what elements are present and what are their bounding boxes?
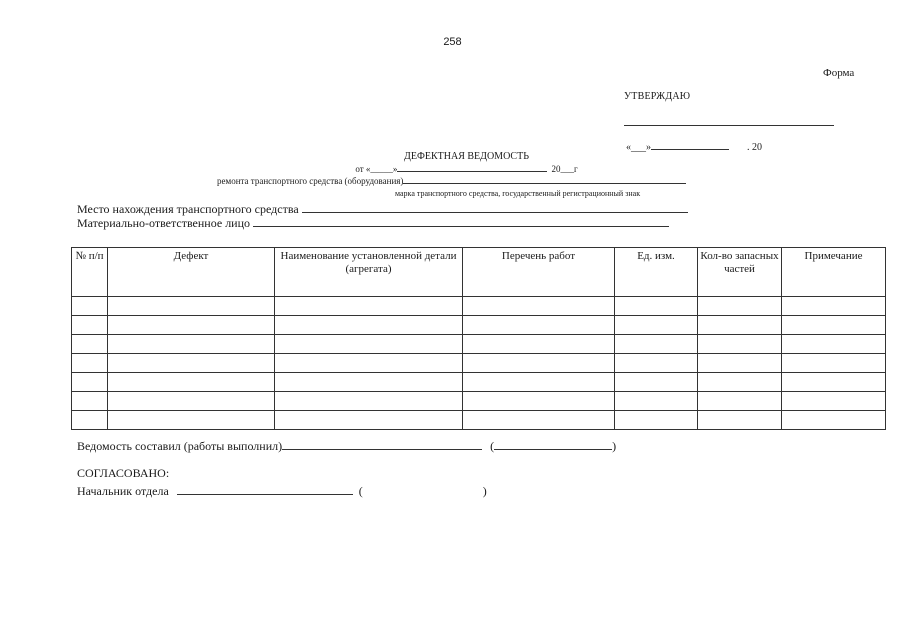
document-date bbox=[0, 163, 905, 174]
table-cell bbox=[615, 354, 698, 373]
header-part-name: Наименование установленной детали (агрегата) bbox=[275, 248, 463, 297]
table-row bbox=[72, 297, 886, 316]
table-row bbox=[72, 354, 886, 373]
table-cell bbox=[275, 335, 463, 354]
table-cell bbox=[615, 297, 698, 316]
table-row bbox=[72, 316, 886, 335]
table-cell bbox=[615, 373, 698, 392]
table-cell bbox=[463, 316, 615, 335]
compiled-by-signature-line bbox=[282, 438, 482, 450]
table-cell bbox=[698, 373, 782, 392]
responsible-underline bbox=[253, 215, 669, 227]
table-cell bbox=[463, 373, 615, 392]
form-label: Форма bbox=[823, 67, 855, 79]
chief-paren-open: ( bbox=[358, 484, 363, 498]
table-cell bbox=[463, 392, 615, 411]
table-cell bbox=[72, 297, 108, 316]
compiled-by-paren-close: ) bbox=[612, 439, 617, 453]
page-number: 258 bbox=[443, 36, 462, 48]
header-number: № п/п bbox=[72, 248, 108, 297]
table-cell bbox=[72, 354, 108, 373]
agreed-label: СОГЛАСОВАНО: bbox=[77, 466, 170, 480]
table-cell bbox=[275, 297, 463, 316]
approval-date-open: «___» bbox=[626, 142, 651, 153]
repair-line bbox=[217, 175, 686, 186]
table-cell bbox=[615, 335, 698, 354]
document-title: ДЕФЕКТНАЯ ВЕДОМОСТЬ bbox=[404, 151, 529, 162]
compiled-by-label: Ведомость составил (работы выполнил) bbox=[77, 439, 283, 453]
table-cell bbox=[782, 392, 886, 411]
table-cell bbox=[108, 354, 275, 373]
table-cell bbox=[698, 392, 782, 411]
table-cell bbox=[108, 316, 275, 335]
compiled-by-line bbox=[77, 438, 616, 454]
table-cell bbox=[698, 411, 782, 430]
approval-date-year: . 20 bbox=[747, 142, 762, 153]
header-defect: Дефект bbox=[108, 248, 275, 297]
chief-signature-line bbox=[177, 483, 353, 495]
table-cell bbox=[463, 354, 615, 373]
location-underline bbox=[302, 201, 688, 213]
responsible-line bbox=[77, 215, 669, 231]
table-cell bbox=[108, 335, 275, 354]
table-cell bbox=[782, 335, 886, 354]
table-cell bbox=[72, 335, 108, 354]
table-cell bbox=[615, 316, 698, 335]
table-cell bbox=[108, 297, 275, 316]
table-cell bbox=[72, 411, 108, 430]
table-cell bbox=[72, 392, 108, 411]
table-row bbox=[72, 335, 886, 354]
table-cell bbox=[698, 297, 782, 316]
responsible-label: Материально-ответственное лицо bbox=[77, 216, 251, 230]
defects-table bbox=[71, 247, 886, 430]
table-cell bbox=[108, 392, 275, 411]
table-cell bbox=[782, 316, 886, 335]
table-row bbox=[72, 392, 886, 411]
table-cell bbox=[782, 354, 886, 373]
chief-paren-close: ) bbox=[482, 484, 487, 498]
approval-signature-line bbox=[624, 125, 834, 126]
repair-underline bbox=[403, 175, 686, 184]
table-cell bbox=[108, 373, 275, 392]
table-cell bbox=[275, 373, 463, 392]
header-notes: Примечание bbox=[782, 248, 886, 297]
table-cell bbox=[698, 335, 782, 354]
header-works-list: Перечень работ bbox=[463, 248, 615, 297]
table-header-row bbox=[72, 248, 886, 297]
repair-label: ремонта транспортного средства (оборудования) bbox=[217, 176, 404, 186]
table-cell bbox=[72, 316, 108, 335]
document-date-month-line bbox=[397, 163, 547, 172]
compiled-by-paren-open: ( bbox=[490, 439, 495, 453]
document-date-prefix: от «_____» bbox=[355, 164, 398, 174]
table-cell bbox=[275, 411, 463, 430]
document-date-year: 20___г bbox=[551, 164, 578, 174]
chief-label: Начальник отдела bbox=[77, 484, 169, 498]
table-row bbox=[72, 411, 886, 430]
header-spare-parts-qty: Кол-во запасных частей bbox=[698, 248, 782, 297]
approval-date-month-line bbox=[651, 140, 729, 150]
table-cell bbox=[275, 392, 463, 411]
table-cell bbox=[275, 316, 463, 335]
table-cell bbox=[108, 411, 275, 430]
chief-line bbox=[77, 483, 487, 499]
table-cell bbox=[698, 316, 782, 335]
table-cell bbox=[698, 354, 782, 373]
table-cell bbox=[463, 411, 615, 430]
location-label: Место нахождения транспортного средства bbox=[77, 202, 299, 216]
table-cell bbox=[615, 392, 698, 411]
approval-label: УТВЕРЖДАЮ bbox=[624, 91, 691, 102]
table-cell bbox=[782, 411, 886, 430]
table-cell bbox=[782, 373, 886, 392]
table-cell bbox=[463, 297, 615, 316]
table-cell bbox=[782, 297, 886, 316]
table-cell bbox=[463, 335, 615, 354]
table-cell bbox=[72, 373, 108, 392]
table-cell bbox=[275, 354, 463, 373]
table-cell bbox=[615, 411, 698, 430]
header-unit: Ед. изм. bbox=[615, 248, 698, 297]
compiled-by-name-line bbox=[494, 438, 612, 450]
table-row bbox=[72, 373, 886, 392]
brand-note: марка транспортного средства, государственный регистрационный знак bbox=[395, 189, 641, 198]
